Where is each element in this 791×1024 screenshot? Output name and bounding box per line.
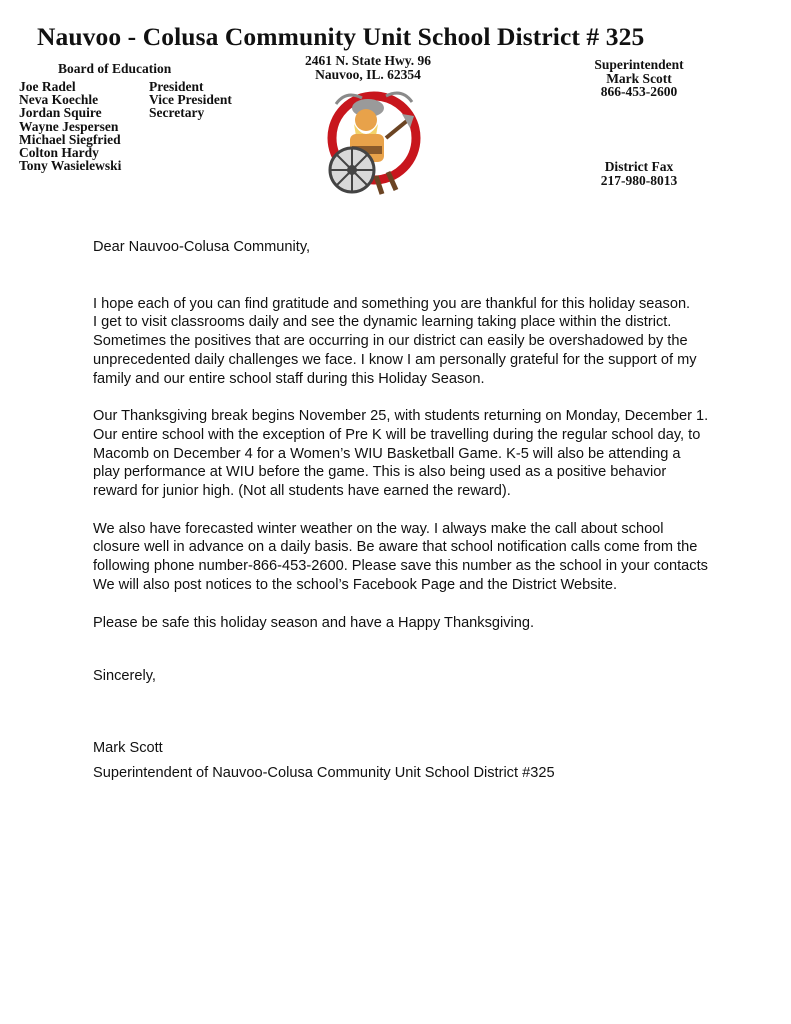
signer-name: Mark Scott <box>93 739 163 756</box>
viking-mascot-logo-icon <box>316 86 424 198</box>
board-member-names <box>19 80 121 172</box>
letter-line: Please be safe this holiday season and have a Happy Thanksgiving. <box>93 614 535 631</box>
letter-closing: Sincerely, <box>93 668 156 685</box>
superintendent-label: Superintendent <box>594 57 684 72</box>
board-member-name: Joe Radel <box>19 79 76 94</box>
fax-number: 217-980-8013 <box>600 172 678 188</box>
address-line: Nauvoo, IL. 62354 <box>315 66 421 82</box>
letter-greeting: Dear Nauvoo-Colusa Community, <box>93 239 311 255</box>
superintendent-phone: 866-453-2600 <box>600 84 678 99</box>
letter-line: family and our entire school staff during this Holiday Season. <box>93 370 485 387</box>
letter-line: I get to visit classrooms daily and see the dynamic learning taking place within the district. <box>93 314 672 331</box>
superintendent-name: Mark Scott <box>606 70 672 86</box>
address-line: 2461 N. State Hwy. 96 <box>305 53 431 68</box>
board-member-name: Tony Wasielewski <box>19 158 122 174</box>
letter-line: Our Thanksgiving break begins November 25, with students returning on Monday, December 1. <box>93 408 709 425</box>
letter-paragraph <box>93 407 783 501</box>
district-fax <box>589 160 689 187</box>
letter-paragraph <box>93 520 783 595</box>
board-member-title: Secretary <box>149 105 205 121</box>
board-member-title: Vice President <box>149 92 232 108</box>
superintendent-contact <box>589 58 689 99</box>
board-member-name: Neva Koechle <box>19 92 99 108</box>
signer-title: Superintendent of Nauvoo-Colusa Community Unit School District #325 <box>93 764 555 781</box>
board-member-name: Michael Siegfried <box>19 131 121 147</box>
board-member-titles <box>149 80 232 120</box>
letter-line: Sometimes the positives that are occurring in our district can easily be overshadowed by the <box>93 333 688 350</box>
letter-line: Our entire school with the exception of Pre K will be travelling during the regular school day, to <box>93 426 701 443</box>
letter-line: I hope each of you can find gratitude and something you are thankful for this holiday season. <box>93 295 691 312</box>
district-name-heading: Nauvoo - Colusa Community Unit School District # 325 <box>37 22 645 51</box>
district-address <box>298 54 438 81</box>
letter-line: play performance at WIU before the game. This is also being used as a positive behavior <box>93 464 667 481</box>
board-member-name: Jordan Squire <box>19 105 102 121</box>
letter-body <box>93 238 783 782</box>
board-member-name: Wayne Jespersen <box>19 118 119 134</box>
board-of-education-heading: Board of Education <box>58 61 172 76</box>
board-member-title: President <box>149 79 204 94</box>
letter-line: reward for junior high. (Not all students have earned the reward). <box>93 483 511 500</box>
fax-label: District Fax <box>604 159 674 174</box>
letter-line: We will also post notices to the school’s Facebook Page and the District Website. <box>93 576 618 593</box>
letter-line: Macomb on December 4 for a Women’s WIU Basketball Game. K-5 will also be attending a <box>93 445 681 462</box>
letter-line: We also have forecasted winter weather on the way. I always make the call about school <box>93 520 664 537</box>
letter-paragraph <box>93 614 783 633</box>
letter-line: following phone number-866-453-2600. Please save this number as the school in your contacts <box>93 558 708 575</box>
letter-paragraph <box>93 295 783 389</box>
letter-line: closure well in advance on a daily basis. Be aware that school notification calls come from the <box>93 539 698 556</box>
letter-line: unprecedented daily challenges we face. I know I am personally grateful for the support of my <box>93 351 697 368</box>
board-member-name: Colton Hardy <box>19 145 99 161</box>
